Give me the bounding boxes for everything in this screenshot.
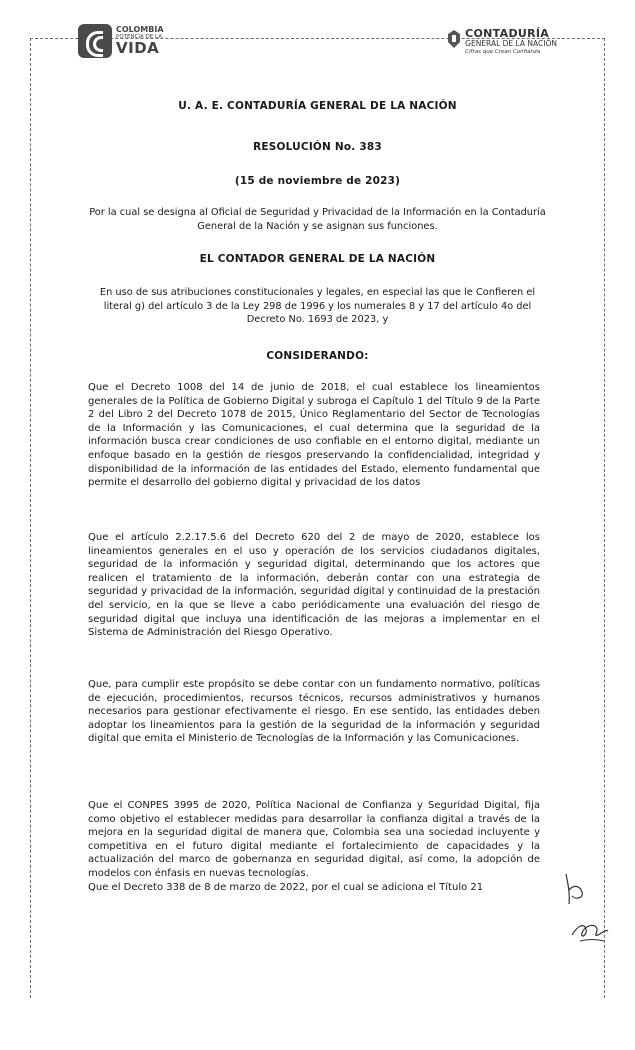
considering-heading: CONSIDERANDO: [266, 350, 369, 362]
paragraph-4: Que el CONPES 3995 de 2020, Política Nacional de Confianza y Seguridad Digital, fija como objetivo el establecer medidas para desarrollar la confianza digital a través de la mejora en la seguridad digital de manera que, Colombia sea una sociedad incluyente y competitiva en el futuro digital mediante el fortalecimiento de capacidades y la actualización del marco de gobernanza en seguridad digital, así como, la adopción de modelos con énfasis en nuevas tecnologías. [88, 800, 540, 879]
logo-left-line3: VIDA [116, 39, 160, 58]
contaduria-logo [447, 28, 557, 55]
page-border-right [604, 38, 605, 998]
entity-title: U. A. E. CONTADURÍA GENERAL DE LA NACIÓN [178, 100, 457, 112]
paragraph-2: Que el artículo 2.2.17.5.6 del Decreto 620 del 2 de mayo de 2020, establece los lineamientos generales en el uso y operación de los servicios ciudadanos digitales, seguridad de la información y seguridad digital, determinando que los actores que realicen el tratamiento de la información, deberán contar con una estrategia de seguridad y privacidad de la información, seguridad digital y continuidad de la prestación del servicio, en la que se lleve a cabo periódicamente una evaluación del riesgo de seguridad digital que incluya una identificación de las mejoras a implementar en el Sistema de Administración del Riesgo Operativo. [88, 532, 540, 639]
powers-paragraph: En uso de sus atribuciones constitucionales y legales, en especial las que le Confieren el literal g) del artículo 3 de la Ley 298 de 1996 y los numerales 8 y 17 del artículo 4o del Decreto No. 1693 de 2023, y [99, 287, 536, 325]
handwritten-initial [560, 870, 590, 910]
logo-left-line1: COLOMBIA [116, 24, 164, 34]
resolution-subject: Por la cual se designa al Oficial de Seguridad y Privacidad de la Información en la Contaduría General de la Nación y se asignan sus funciones. [89, 207, 546, 232]
resolution-date: (15 de noviembre de 2023) [234, 175, 401, 187]
paragraph-3: Que, para cumplir este propósito se debe contar con un fundamento normativo, políticas de ejecución, procedimientos, recursos técnicos, recursos administrativos y humanos necesarios para gestionar efectivamente el riesgo. En ese sentido, las entidades deben adoptar los lineamientos para la gestión de la seguridad de la información y seguridad digital que emita el Ministerio de Tecnologías de la Información y las Comunicaciones. [88, 679, 540, 745]
logo-right-line1: CONTADURÍA [465, 27, 550, 40]
colombia-logo-icon [78, 24, 112, 58]
logo-left-line2: POTENCIA DE LA [116, 33, 162, 40]
resolution-number: RESOLUCIÓN No. 383 [253, 141, 382, 153]
logo-right-line3: Cifras que Crean Confianza [465, 48, 541, 55]
paragraph-1: Que el Decreto 1008 del 14 de junio de 2018, el cual establece los lineamientos generales de la Política de Gobierno Digital y subroga el Capítulo 1 del Título 9 de la Parte 2 del Libro 2 del Decreto 1078 de 2015, Único Reglamentario del Sector de Tecnologías de la Información y las Comunicaciones, el cual determina que la seguridad de la información busca crear condiciones de uso confiable en el entorno digital, mediante un enfoque basado en la gestión de riesgos preservando la confidencialidad, integridad y disponibilidad de la información de las entidades del Estado, elemento fundamental que permite el desarrollo del gobierno digital y privacidad de los datos [88, 382, 540, 489]
logo-right-line2: GENERAL DE LA NACIÓN [465, 39, 557, 48]
paragraph-5: Que el Decreto 338 de 8 de marzo de 2022, por el cual se adiciona el Título 21 [88, 882, 484, 893]
contaduria-seal-icon [447, 30, 461, 48]
handwritten-signature [570, 915, 610, 945]
colombia-logo [78, 24, 164, 58]
page-border-left [30, 38, 31, 998]
authority-heading: EL CONTADOR GENERAL DE LA NACIÓN [199, 253, 436, 265]
